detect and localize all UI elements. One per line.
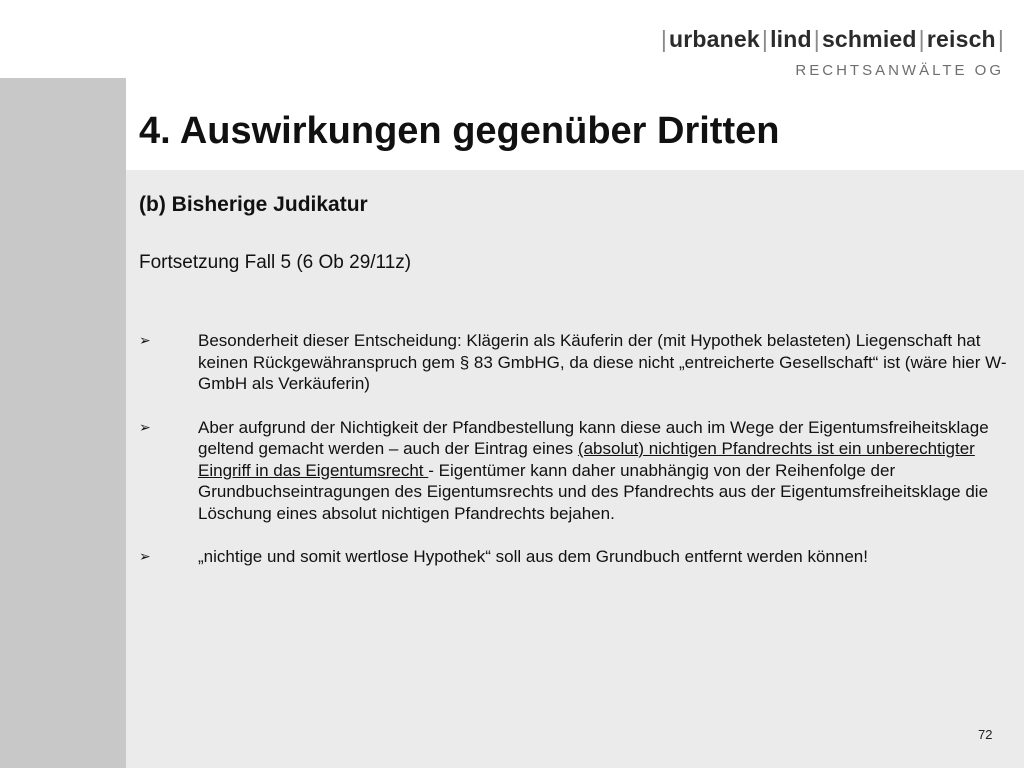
bullet-text: Besonderheit dieser Entscheidung: Klägerin als Käuferin der (mit Hypothek belasteten) Liegenschaft hat keinen Rückgewähranspruch gem § 83 GmbHG, da diese nicht „entreicherte Gesellschaft“ ist (wäre hier W-GmbH als Verkäuferin) [198,331,1007,393]
bullet-text: Aber aufgrund der Nichtigkeit der Pfandbestellung kann diese auch im Wege der Eigentumsfreiheitsklage geltend gemacht werden – auch der Eintrag eines [198,417,989,458]
bullet-item [139,417,1009,525]
logo-part: lind [770,26,812,52]
arrow-bullet-icon: ➢ [139,332,151,348]
firm-logo [659,26,1006,53]
logo-separator: | [918,26,925,52]
slide-title: 4. Auswirkungen gegenüber Dritten [139,110,780,152]
bullet-item [139,546,1009,568]
logo-part: urbanek [669,26,760,52]
logo-separator: | [997,26,1004,52]
arrow-bullet-icon: ➢ [139,548,151,564]
slide-subtitle: (b) Bisherige Judikatur [139,193,368,216]
logo-subtitle: RECHTSANWÄLTE OG [795,62,1004,79]
arrow-bullet-icon: ➢ [139,418,151,435]
logo-separator: | [660,26,667,52]
slide-intro: Fortsetzung Fall 5 (6 Ob 29/11z) [139,252,412,273]
page-number: 72 [978,727,993,742]
bullet-text: „nichtige und somit wertlose Hypothek“ soll aus dem Grundbuch entfernt werden können! [198,547,868,566]
logo-part: reisch [926,26,996,52]
logo-part: schmied [821,26,917,52]
left-decor-bar [0,78,126,768]
bullet-list [139,330,1009,590]
bullet-item [139,330,1009,395]
logo-separator: | [761,26,769,52]
logo-separator: | [813,26,820,52]
bullet-text: - Eigentümer kann daher unabhängig von der Reihenfolge der Grundbuchseintragungen des Eigentumsrechts und des Pfandrechts aus der Eigentumsfreiheitsklage die Löschung eines absolut nichtigen Pfandrechts bejahen. [198,460,989,523]
bullet-text-underlined: (absolut) nichtigen Pfandrechts ist ein unberechtigter Eingriff in das Eigentumsrecht [198,439,975,480]
